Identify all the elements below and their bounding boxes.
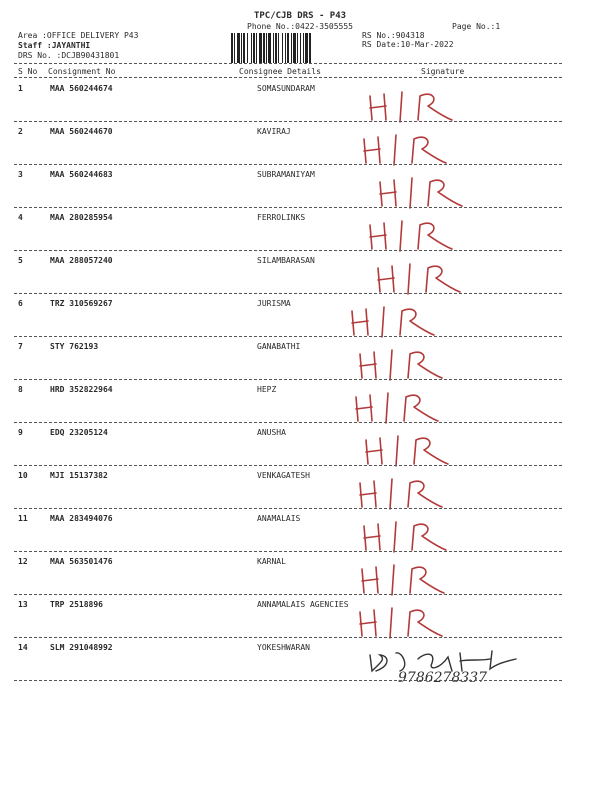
- row-divider: [14, 121, 562, 122]
- row-consignee-name: ANAMALAIS: [257, 514, 301, 523]
- header-divider: [14, 63, 562, 64]
- row-divider: [14, 508, 562, 509]
- row-signature: [340, 645, 560, 683]
- row-consignment-number: MAA 283494076: [50, 514, 113, 523]
- staff-label: Staff :JAYANTHI: [18, 41, 91, 50]
- column-header-signature: Signature: [421, 67, 465, 76]
- row-consignee-name: HEPZ: [257, 385, 277, 394]
- row-divider: [14, 336, 562, 337]
- rs-number: RS No.:904318: [362, 31, 425, 40]
- row-consignee-name: SILAMBARASAN: [257, 256, 315, 265]
- row-consignee-name: KARNAL: [257, 557, 286, 566]
- column-header-consignee: Consignee Details: [239, 67, 321, 76]
- row-consignment-number: TRZ 310569267: [50, 299, 113, 308]
- page-number: Page No.:1: [452, 22, 501, 31]
- row-consignee-name: FERROLINKS: [257, 213, 306, 222]
- row-consignment-number: MAA 560244683: [50, 170, 113, 179]
- row-divider: [14, 250, 562, 251]
- row-consignment-number: MAA 563501476: [50, 557, 113, 566]
- row-consignment-number: HRD 352822964: [50, 385, 113, 394]
- area-label: Area :OFFICE DELIVERY P43: [18, 31, 139, 40]
- row-divider: [14, 637, 562, 638]
- row-divider: [14, 551, 562, 552]
- row-signature: [340, 602, 560, 640]
- row-consignment-number: MAA 560244674: [50, 84, 113, 93]
- row-signature: [340, 258, 560, 296]
- row-consignee-name: ANUSHA: [257, 428, 286, 437]
- row-divider: [14, 422, 562, 423]
- row-serial-number: 3: [18, 170, 23, 179]
- row-serial-number: 7: [18, 342, 23, 351]
- phone-number: Phone No.:0422-3505555: [247, 22, 353, 31]
- row-divider: [14, 680, 562, 681]
- row-consignment-number: STY 762193: [50, 342, 99, 351]
- row-serial-number: 14: [18, 643, 28, 652]
- column-header-divider: [14, 77, 562, 78]
- row-signature: [340, 473, 560, 511]
- row-serial-number: 10: [18, 471, 28, 480]
- row-consignee-name: KAVIRAJ: [257, 127, 291, 136]
- row-consignment-number: MAA 280285954: [50, 213, 113, 222]
- row-serial-number: 13: [18, 600, 28, 609]
- row-divider: [14, 207, 562, 208]
- row-serial-number: 4: [18, 213, 23, 222]
- row-serial-number: 11: [18, 514, 28, 523]
- row-serial-number: 6: [18, 299, 23, 308]
- barcode-icon: [229, 33, 361, 63]
- row-signature: [340, 172, 560, 210]
- row-serial-number: 2: [18, 127, 23, 136]
- row-signature: [340, 344, 560, 382]
- row-signature: [340, 430, 560, 468]
- row-consignment-number: MAA 288057240: [50, 256, 113, 265]
- row-divider: [14, 293, 562, 294]
- row-signature: [340, 129, 560, 167]
- row-consignment-number: SLM 291048992: [50, 643, 113, 652]
- rs-date: RS Date:10-Mar-2022: [362, 40, 454, 49]
- row-signature: [340, 301, 560, 339]
- row-consignment-number: EDQ 23205124: [50, 428, 108, 437]
- row-consignment-number: MJI 15137382: [50, 471, 108, 480]
- row-consignee-name: VENKAGATESH: [257, 471, 310, 480]
- row-consignee-name: JURISMA: [257, 299, 291, 308]
- column-header-sno: S No: [18, 67, 38, 76]
- row-consignee-name: SUBRAMANIYAM: [257, 170, 315, 179]
- row-divider: [14, 164, 562, 165]
- row-signature: [340, 516, 560, 554]
- row-consignment-number: TRP 2518896: [50, 600, 103, 609]
- row-serial-number: 8: [18, 385, 23, 394]
- row-serial-number: 5: [18, 256, 23, 265]
- row-consignee-name: ANNAMALAIS AGENCIES: [257, 600, 349, 609]
- row-signature-phone: 9786278337: [398, 670, 488, 683]
- row-serial-number: 9: [18, 428, 23, 437]
- column-header-consignment: Consignment No: [48, 67, 116, 76]
- row-signature: [340, 559, 560, 597]
- row-divider: [14, 379, 562, 380]
- row-divider: [14, 465, 562, 466]
- row-serial-number: 1: [18, 84, 23, 93]
- drs-number: DRS No. :DCJB90431801: [18, 51, 120, 60]
- row-consignment-number: MAA 560244670: [50, 127, 113, 136]
- row-signature: [340, 86, 560, 124]
- row-consignee-name: YOKESHWARAN: [257, 643, 310, 652]
- row-consignee-name: SOMASUNDARAM: [257, 84, 315, 93]
- row-consignee-name: GANABATHI: [257, 342, 301, 351]
- row-signature: [340, 215, 560, 253]
- row-divider: [14, 594, 562, 595]
- sheet-title: TPC/CJB DRS - P43: [253, 11, 347, 21]
- row-serial-number: 12: [18, 557, 28, 566]
- row-signature: [340, 387, 560, 425]
